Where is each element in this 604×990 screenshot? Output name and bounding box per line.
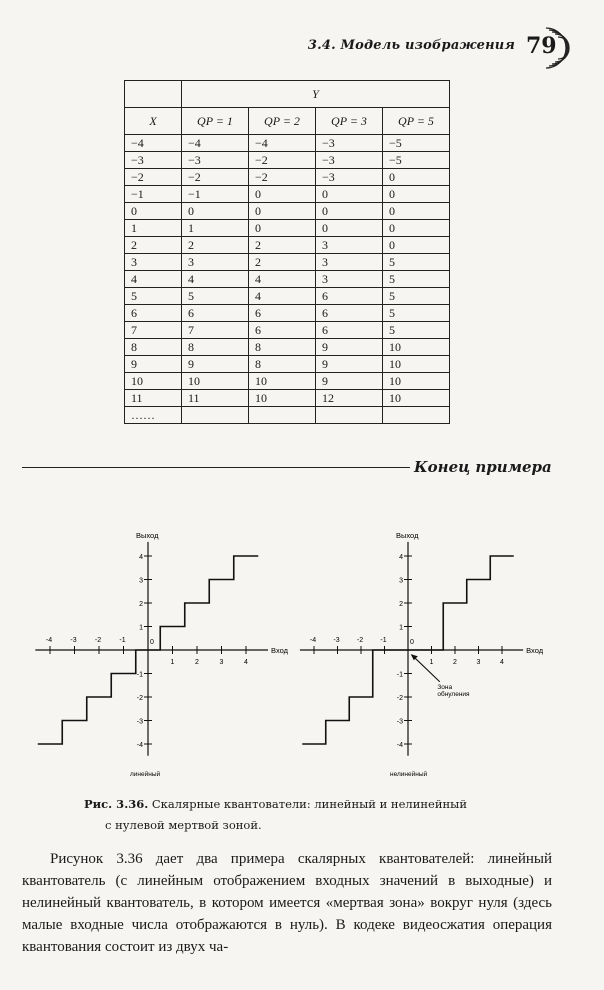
x-tick-label: 4	[244, 659, 248, 666]
dead-zone-annotation-line2: обнуления	[437, 690, 470, 698]
x-tick-label: -1	[119, 637, 126, 644]
x-tick-label: 0	[410, 639, 414, 646]
table-row	[125, 237, 450, 254]
table-cell: 1	[182, 220, 249, 237]
table-y-header: Y	[182, 81, 450, 108]
x-tick-label: 3	[476, 659, 481, 666]
chart-nonlinear-ylabel: Выход	[396, 530, 419, 540]
x-tick-label: 1	[429, 659, 434, 666]
x-tick-label: -4	[45, 637, 53, 644]
chart-linear-caption: линейный	[130, 770, 161, 778]
table-cell: 6	[316, 322, 383, 339]
table-row	[125, 288, 450, 305]
table-col-header: QP = 2	[249, 108, 316, 135]
page-number: 79	[526, 33, 557, 59]
table-cell: 10	[249, 373, 316, 390]
table-row	[125, 407, 450, 424]
table-row	[125, 135, 450, 152]
table-cell: 6	[249, 305, 316, 322]
table-row	[125, 271, 450, 288]
table-cell: 6	[125, 305, 182, 322]
table-cell: 7	[125, 322, 182, 339]
table-cell: −3	[125, 152, 182, 169]
table-cell: −4	[182, 135, 249, 152]
chart-linear	[38, 524, 289, 778]
table-corner-cell	[125, 81, 182, 108]
y-tick-label: 4	[399, 554, 403, 561]
chart-linear-ylabel: Выход	[136, 530, 159, 540]
x-tick-label: -4	[309, 637, 317, 644]
table-cell: 3	[125, 254, 182, 271]
table-cell: 3	[316, 254, 383, 271]
table-cell: −3	[316, 135, 383, 152]
table-header-row	[125, 108, 450, 135]
table-cell: 0	[383, 169, 450, 186]
dead-zone-annotation-line1: Зона	[437, 683, 453, 691]
table-cell: 2	[249, 254, 316, 271]
table-cell: 6	[316, 305, 383, 322]
table-cell: 0	[182, 203, 249, 220]
y-tick-label: 2	[399, 601, 403, 608]
table-cell: 8	[182, 339, 249, 356]
table-cell	[316, 407, 383, 424]
table-cell: −3	[316, 169, 383, 186]
table-cell: 10	[182, 373, 249, 390]
table-col-header: QP = 1	[182, 108, 249, 135]
table-cell: 9	[316, 356, 383, 373]
table-cell: 5	[182, 288, 249, 305]
table-cell: 5	[383, 254, 450, 271]
table-col-header: QP = 3	[316, 108, 383, 135]
x-tick-label: -3	[333, 637, 340, 644]
y-tick-label: -3	[396, 718, 403, 726]
table-row	[125, 339, 450, 356]
figure-caption-line2: с нулевой мертвой зоной.	[105, 818, 262, 832]
table-cell: 3	[316, 271, 383, 288]
table-cell: −3	[316, 152, 383, 169]
table-col-header: QP = 5	[383, 108, 450, 135]
table-cell: 1	[125, 220, 182, 237]
x-tick-label: 4	[500, 659, 504, 666]
table-cell: 9	[182, 356, 249, 373]
figure-label: Рис. 3.36.	[84, 797, 149, 811]
table-cell: 10	[249, 390, 316, 407]
dead-zone-arrow-icon	[412, 655, 440, 682]
y-tick-label: -2	[136, 695, 143, 702]
table-cell: −3	[182, 152, 249, 169]
table-cell: 10	[383, 373, 450, 390]
table-cell: 4	[249, 288, 316, 305]
table-cell: 0	[316, 186, 383, 203]
y-tick-label: 3	[139, 577, 143, 585]
table-row	[125, 373, 450, 390]
table-cell: 9	[316, 373, 383, 390]
table-cell: 2	[249, 237, 316, 254]
table-cell: 0	[383, 186, 450, 203]
table-cell: −5	[383, 152, 450, 169]
table-cell: 9	[316, 339, 383, 356]
table-cell	[249, 407, 316, 424]
table-cell: 8	[125, 339, 182, 356]
table-cell: 8	[249, 339, 316, 356]
table-cell: ……	[125, 407, 182, 424]
table-cell: 0	[249, 203, 316, 220]
table-cell: −2	[249, 152, 316, 169]
end-example-rule	[22, 467, 410, 468]
y-tick-label: 2	[139, 601, 143, 608]
figure-caption	[84, 794, 467, 836]
chart-nonlinear	[296, 524, 546, 776]
table-cell: −4	[125, 135, 182, 152]
table-cell: 0	[249, 220, 316, 237]
x-tick-label: -2	[356, 637, 364, 644]
x-tick-label: -2	[94, 637, 102, 644]
running-header: 3.4. Модель изображения	[307, 38, 515, 53]
table-cell: −5	[383, 135, 450, 152]
table-cell: 11	[125, 390, 182, 407]
table-row	[125, 356, 450, 373]
table-cell: 3	[182, 254, 249, 271]
table-cell: 12	[316, 390, 383, 407]
x-tick-label: -1	[380, 637, 387, 644]
table-cell: −1	[125, 186, 182, 203]
table-cell: −2	[249, 169, 316, 186]
table-cell: 5	[125, 288, 182, 305]
table-cell: −4	[249, 135, 316, 152]
table-cell: −2	[125, 169, 182, 186]
table-cell: 5	[383, 288, 450, 305]
y-tick-label: -4	[136, 742, 143, 749]
table-cell: 10	[383, 339, 450, 356]
table-body	[125, 135, 450, 424]
y-tick-label: 3	[399, 577, 403, 585]
y-tick-label: -3	[136, 718, 143, 726]
x-tick-label: 2	[195, 659, 199, 666]
table-cell: 10	[125, 373, 182, 390]
table-row	[125, 152, 450, 169]
table-cell: 11	[182, 390, 249, 407]
chart-nonlinear-caption: нелинейный	[390, 770, 428, 778]
table-header-row-y	[125, 81, 450, 108]
table-cell: 9	[125, 356, 182, 373]
table-cell: 6	[316, 288, 383, 305]
table-cell: 0	[249, 186, 316, 203]
table-row	[125, 220, 450, 237]
table-cell: 3	[316, 237, 383, 254]
table-cell: 5	[383, 271, 450, 288]
table-cell: 5	[383, 305, 450, 322]
y-tick-label: -1	[396, 671, 403, 679]
table-cell: 4	[249, 271, 316, 288]
table-row	[125, 322, 450, 339]
chart-nonlinear-xlabel: Вход	[526, 646, 544, 655]
table-cell: 4	[125, 271, 182, 288]
x-tick-label: 1	[170, 659, 175, 666]
table-cell: 0	[316, 203, 383, 220]
table-cell: 0	[383, 203, 450, 220]
table-row	[125, 390, 450, 407]
table-cell: 0	[383, 220, 450, 237]
body-paragraph: Рисунок 3.36 дает два примера скалярных квантователей: линейный квантователь (с линейным отображением входных значений в выходные) и нелинейный квантователь, в котором имеется «мертвая зона» вокруг нуля (здесь малые входные числа отображаются в нуль). В кодеке видеосжатия операция квантования состоит из двух ча-	[22, 851, 552, 955]
y-tick-label: -1	[136, 671, 143, 679]
table-cell: −1	[182, 186, 249, 203]
table-cell	[182, 407, 249, 424]
x-tick-label: -3	[70, 637, 77, 644]
table-cell: 2	[125, 237, 182, 254]
x-tick-label: 2	[453, 659, 457, 666]
table-cell: 6	[182, 305, 249, 322]
table-cell: 0	[125, 203, 182, 220]
table-cell: 10	[383, 356, 450, 373]
body-text	[22, 848, 552, 958]
table-cell: 6	[249, 322, 316, 339]
y-tick-label: 1	[139, 624, 143, 632]
table-row	[125, 305, 450, 322]
table-row	[125, 203, 450, 220]
table-cell: −2	[182, 169, 249, 186]
table-cell: 0	[316, 220, 383, 237]
y-tick-label: -2	[396, 695, 403, 702]
table-col-header: X	[125, 108, 182, 135]
table-cell: 8	[249, 356, 316, 373]
table-cell: 10	[383, 390, 450, 407]
table-row	[125, 254, 450, 271]
quantizer-table	[124, 80, 450, 424]
table-cell: 2	[182, 237, 249, 254]
y-tick-label: -4	[396, 742, 403, 749]
end-example-label: Конец примера	[414, 458, 552, 476]
table-row	[125, 169, 450, 186]
figure-caption-line1: Скалярные квантователи: линейный и нелинейный	[151, 797, 467, 811]
table-cell: 5	[383, 322, 450, 339]
table-cell: 4	[182, 271, 249, 288]
x-tick-label: 0	[150, 639, 154, 646]
chart-linear-xlabel: Вход	[271, 646, 289, 655]
table-row	[125, 186, 450, 203]
y-tick-label: 1	[399, 624, 403, 632]
table-cell: 7	[182, 322, 249, 339]
y-tick-label: 4	[139, 554, 143, 561]
x-tick-label: 3	[219, 659, 224, 666]
table-cell	[383, 407, 450, 424]
table-cell: 0	[383, 237, 450, 254]
